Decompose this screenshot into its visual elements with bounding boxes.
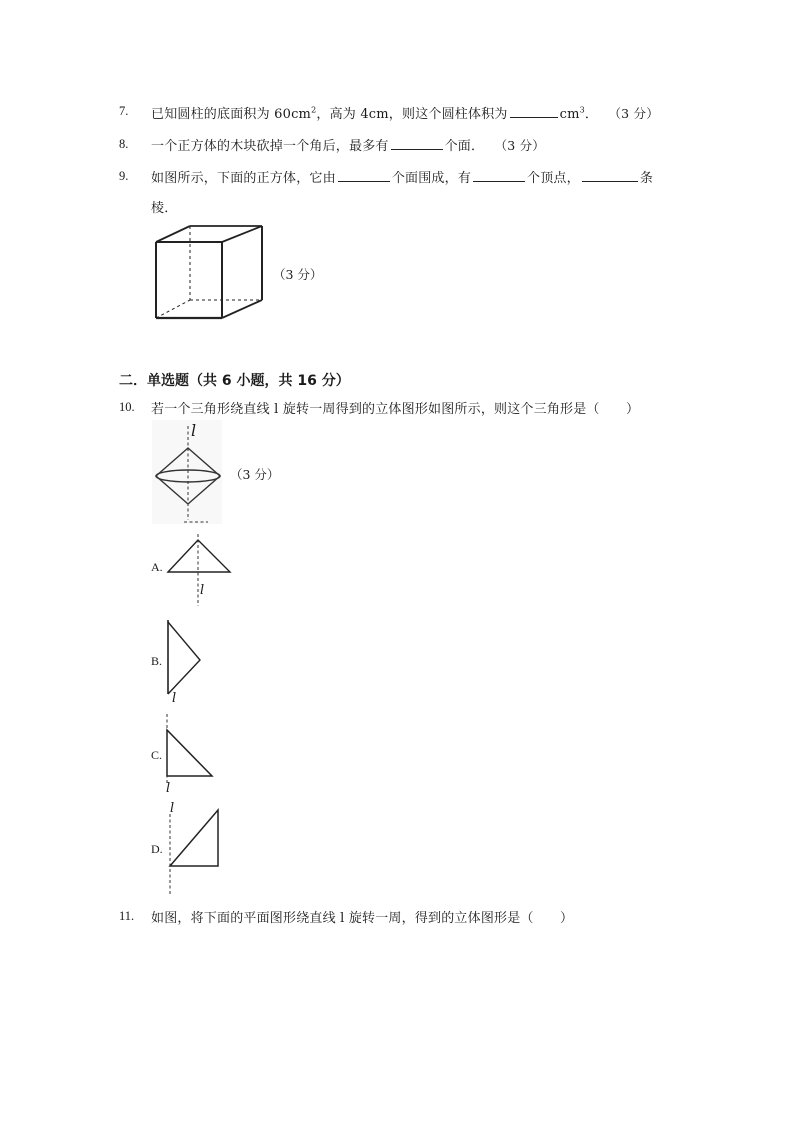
q10-score: （3 分） xyxy=(230,467,280,482)
question-9-number: 9. xyxy=(119,169,129,183)
q8-score: （3 分） xyxy=(494,138,545,153)
section-2-title: 二．单选题（共 6 小题，共 16 分） xyxy=(119,373,350,389)
option-a-figure[interactable] xyxy=(160,522,240,612)
q7-text-d: ． xyxy=(584,107,599,122)
question-7-text xyxy=(151,103,659,122)
question-7-number: 7. xyxy=(119,104,129,118)
q9-text-a: 如图所示，下面的正方体，它由 xyxy=(151,171,336,186)
q7-score: （3 分） xyxy=(608,106,659,121)
question-9-text xyxy=(151,167,653,186)
q9-blank-faces xyxy=(338,169,390,182)
q7-sup-c: 3 xyxy=(579,105,585,115)
option-c-label[interactable]: C. xyxy=(151,748,163,762)
double-cone-figure xyxy=(150,420,230,530)
q8-text-a: 一个正方体的木块砍掉一个角后，最多有 xyxy=(151,139,389,154)
option-c-figure[interactable] xyxy=(160,714,220,786)
q9-text-line2: 棱． xyxy=(151,201,178,216)
q8-answer-blank xyxy=(391,137,443,150)
q8-text-b: 个面． xyxy=(444,139,485,154)
cube-figure xyxy=(150,224,270,324)
q7-sup-a: 2 xyxy=(311,105,317,115)
question-10-number: 10. xyxy=(119,400,135,414)
option-d-axis-label: l xyxy=(170,801,175,816)
q10-axis-label: l xyxy=(191,421,197,440)
option-d-figure[interactable] xyxy=(160,806,230,896)
question-8-number: 8. xyxy=(119,137,129,151)
option-b-figure[interactable] xyxy=(160,618,220,698)
question-11-number: 11. xyxy=(119,909,135,923)
question-10-text: 若一个三角形绕直线 l 旋转一周得到的立体图形如图所示，则这个三角形是（ ） xyxy=(151,402,640,417)
option-c-axis-label: l xyxy=(166,781,171,796)
q9-blank-vertices xyxy=(473,169,525,182)
option-d-label[interactable]: D. xyxy=(151,842,163,856)
q7-answer-blank xyxy=(510,105,558,118)
q9-text-c: 个顶点， xyxy=(527,171,580,186)
q7-text-a: 已知圆柱的底面积为 60cm xyxy=(151,107,312,122)
q9-score: （3 分） xyxy=(273,267,323,282)
option-b-axis-label: l xyxy=(172,691,177,706)
q9-text-b: 个面围成，有 xyxy=(391,171,472,186)
option-a-label[interactable]: A. xyxy=(151,560,163,574)
q7-text-c: cm xyxy=(559,107,580,122)
question-8-text xyxy=(151,135,545,154)
q9-text-d: 条 xyxy=(639,171,654,186)
option-b-label[interactable]: B. xyxy=(151,654,163,668)
option-a-axis-label: l xyxy=(200,583,205,598)
question-11-text: 如图，将下面的平面图形绕直线 l 旋转一周，得到的立体图形是（ ） xyxy=(151,911,574,926)
q9-blank-edges xyxy=(582,169,638,182)
q7-text-b: ，高为 4cm，则这个圆柱体积为 xyxy=(316,107,508,122)
